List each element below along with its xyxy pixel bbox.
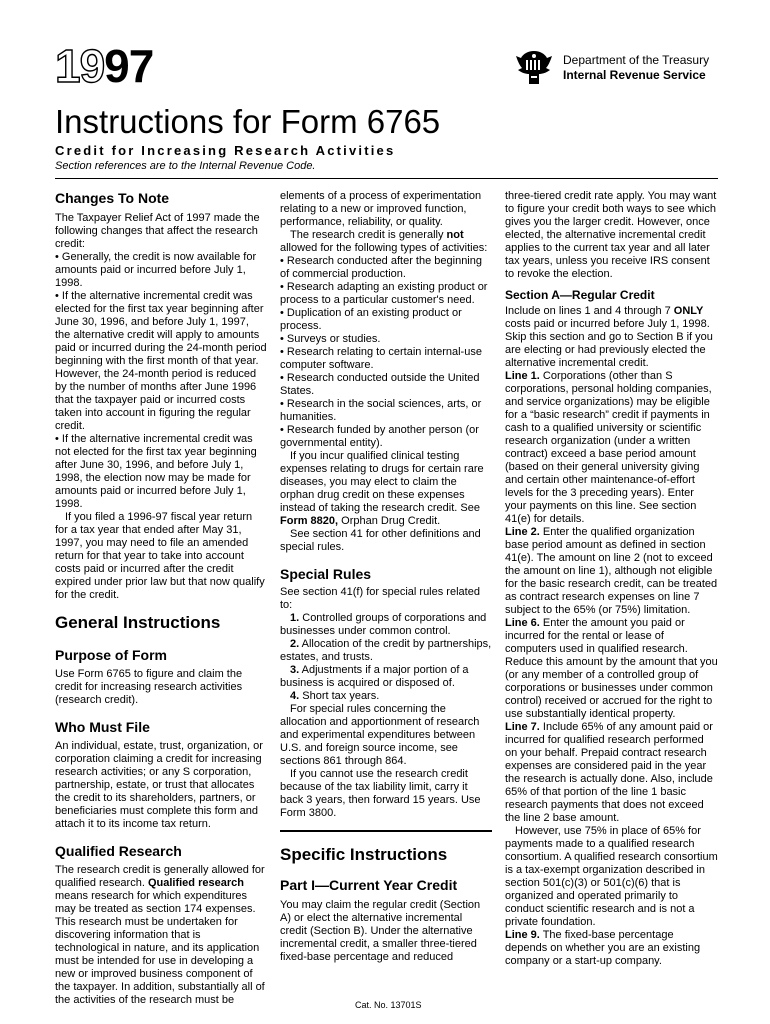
excluded-activity-item: • Research adapting an existing product or process to a particular customer's need. (280, 281, 488, 306)
document-title: Instructions for Form 6765 (55, 103, 441, 140)
who-must-file-text: An individual, estate, trust, organization, or corporation claiming a credit for increasing research activities; or any S corporation, partnership, estate, or trust that allocates the credit to its shareholders, partners, or beneficiaries must complete this form and attach it to its income tax return. (55, 740, 263, 830)
part-1-text: You may claim the regular credit (Section A) or elect the alternative incremental credit (Section B). Under the alternative incremental credit, a smaller three-tiered fixed-base percentage and reduced (280, 899, 481, 963)
irs-label: Internal Revenue Service (563, 68, 706, 82)
section-a-heading: Section A—Regular Credit (505, 288, 655, 302)
change-item: • If the alternative incremental credit was elected for the first tax year beginning after June 30, 1996, and before July 1, 1997, the alternative credit will apply to amounts paid or incurred during the 24-month period beginning with the first month of that year. However, the 24-month period is reduced by the number of months after June 1996 that the taxpayer paid or incurred costs taken into account in figuring the regular credit. (55, 290, 267, 432)
line-6-instruction: Line 6. Enter the amount you paid or incurred for the rental or lease of computers used in qualified research. Reduce this amount by the amount that you (or any member of a controlled group of corporations or businesses under common control) received or accrued for the right to use substantially identical property. (505, 617, 718, 720)
column-3 (505, 190, 718, 968)
purpose-of-form-heading: Purpose of Form (55, 647, 168, 663)
change-item: • If the alternative incremental credit was not elected for the first tax year beginning after June 30, 1996, and before July 1, 1998, the election now may be made for amounts paid or incurred before July 1, 1998. (55, 433, 257, 510)
excluded-activity-item: • Surveys or studies. (280, 333, 381, 345)
year-outline-digits: 19 (55, 40, 105, 92)
excluded-activity-item: • Research conducted outside the United States. (280, 372, 480, 397)
year-solid-digits: 97 (104, 40, 154, 92)
excluded-activity-item: • Research in the social sciences, arts, or humanities. (280, 398, 482, 423)
line-2-instruction: Line 2. Enter the qualified organization base period amount as defined in section 41(e). The amount on line 2 (not to exceed the amount on line 1), although not eligible for the basic research credit, can be treated as contract research expenses on line 7 subject to the 65% (or 75%) limitation. (505, 526, 718, 616)
specific-instructions-heading: Specific Instructions (280, 845, 448, 864)
qualified-research-text: The research credit is generally allowed for qualified research. Qualified research means research for which expenditures may be treated as section 174 expenses. This research must be undertaken for discovering information that is technological in nature, and its application must be intended for use in developing a new or improved business component of the taxpayer. In addition, substantially all of the activities of the research must be (55, 864, 265, 1006)
column-1 (55, 190, 267, 1007)
allocation-text: For special rules concerning the allocation and apportionment of research and experimental expenditures between U.S. and foreign source income, see sections 861 through 864. (280, 703, 480, 767)
irs-agency-block (512, 48, 762, 90)
line-1-instruction: Line 1. Corporations (other than S corporations, personal holding companies, and service organizations) may be eligible for a “basic research” credit if payments in cash to a qualified university or scientific research organization (under a written contract) exceed a base period amount (based on their general university giving and certain other maintenance-of-effort levels for the 3 preceding years). Enter your payments on this line. See section 41(e) for details. (505, 370, 712, 525)
special-rule-item: 2. Allocation of the credit by partnerships, estates, and trusts. (280, 638, 492, 663)
excluded-activity-item: • Duplication of an existing product or process. (280, 307, 462, 332)
irs-eagle-logo-icon (512, 48, 556, 88)
changes-intro: The Taxpayer Relief Act of 1997 made the following changes that affect the research credit: (55, 212, 260, 250)
fiscal-year-note: If you filed a 1996-97 fiscal year return for a tax year that ended after May 31, 1997, you may need to file an amended return for that year to take into account costs paid or incurred after the credit expired under prior law but that now qualify for the credit. (55, 511, 265, 601)
qualified-research-heading: Qualified Research (55, 843, 182, 859)
catalog-number: Cat. No. 13701S (355, 1000, 422, 1010)
column-2 (280, 190, 492, 964)
changes-to-note-heading: Changes To Note (55, 190, 170, 206)
treasury-department-label: Department of the Treasury (563, 53, 710, 67)
special-rule-item: 1. Controlled groups of corporations and businesses under common control. (280, 612, 487, 637)
section-41-text: See section 41 for other definitions and special rules. (280, 528, 481, 553)
change-item: • Generally, the credit is now available for amounts paid or incurred before July 1, 1998. (55, 251, 257, 289)
special-rules-intro: See section 41(f) for special rules related to: (280, 586, 480, 611)
part-1-heading: Part I—Current Year Credit (280, 877, 458, 893)
special-rule-item: 3. Adjustments if a major portion of a business is acquired or disposed of. (280, 664, 469, 689)
excluded-activity-item: • Research funded by another person (or governmental entity). (280, 424, 479, 449)
line-7-instruction: Line 7. Include 65% of any amount paid or incurred for qualified research performed on your behalf. Prepaid contract research expenses are considered paid in the year the research is actually done. Also, include 65% of that portion of the line 1 basic research payments that does not exceed the line 2 base amount. (505, 721, 713, 824)
section-a-text: Include on lines 1 and 4 through 7 ONLY costs paid or incurred before July 1, 1998. Skip this section and go to Section B if you are electing or had previously elected the alternative incremental credit. (505, 305, 713, 369)
section-reference-note: Section references are to the Internal Revenue Code. (55, 160, 316, 172)
consortium-text: However, use 75% in place of 65% for payments made to a qualified research consortium. A qualified research consortium is a tax-exempt organization described in section 501(c)(3) or 501(c)(6) that is organized and operated primarily to conduct scientific research and is not a private foundation. (505, 825, 718, 928)
clinical-testing-text: If you incur qualified clinical testing expenses relating to drugs for certain rare diseases, you may elect to claim the orphan drug credit on these expenses instead of taking the research credit. See Form 8820, Orphan Drug Credit. (280, 450, 484, 527)
special-rules-heading: Special Rules (280, 566, 372, 582)
experimentation-text: elements of a process of experimentation relating to a new or improved function, performance, reliability, or quality. (280, 190, 482, 228)
general-instructions-heading: General Instructions (55, 613, 221, 632)
carryback-text: If you cannot use the research credit because of the tax liability limit, carry it back 3 years, then forward 15 years. Use Form 3800. (280, 768, 481, 819)
purpose-text: Use Form 6765 to figure and claim the credit for increasing research activities (research credit). (55, 668, 243, 706)
document-subtitle: Credit for Increasing Research Activities (55, 143, 396, 158)
not-allowed-text: The research credit is generally not allowed for the following types of activities: (280, 229, 488, 254)
line-9-instruction: Line 9. The fixed-base percentage depends on whether you are an existing company or a start-up company. (505, 929, 701, 967)
credit-rate-text: three-tiered credit rate apply. You may want to figure your credit both ways to see which gives you the larger credit. However, once elected, the alternative incremental credit applies to the current tax year and all later tax years, unless you receive IRS consent to revoke the election. (505, 190, 717, 280)
form-year (55, 38, 153, 94)
header-divider (55, 178, 718, 179)
excluded-activity-item: • Research relating to certain internal-use computer software. (280, 346, 482, 371)
excluded-activity-item: • Research conducted after the beginning of commercial production. (280, 255, 482, 280)
special-rule-item: 4. Short tax years. (290, 690, 380, 702)
who-must-file-heading: Who Must File (55, 719, 150, 735)
